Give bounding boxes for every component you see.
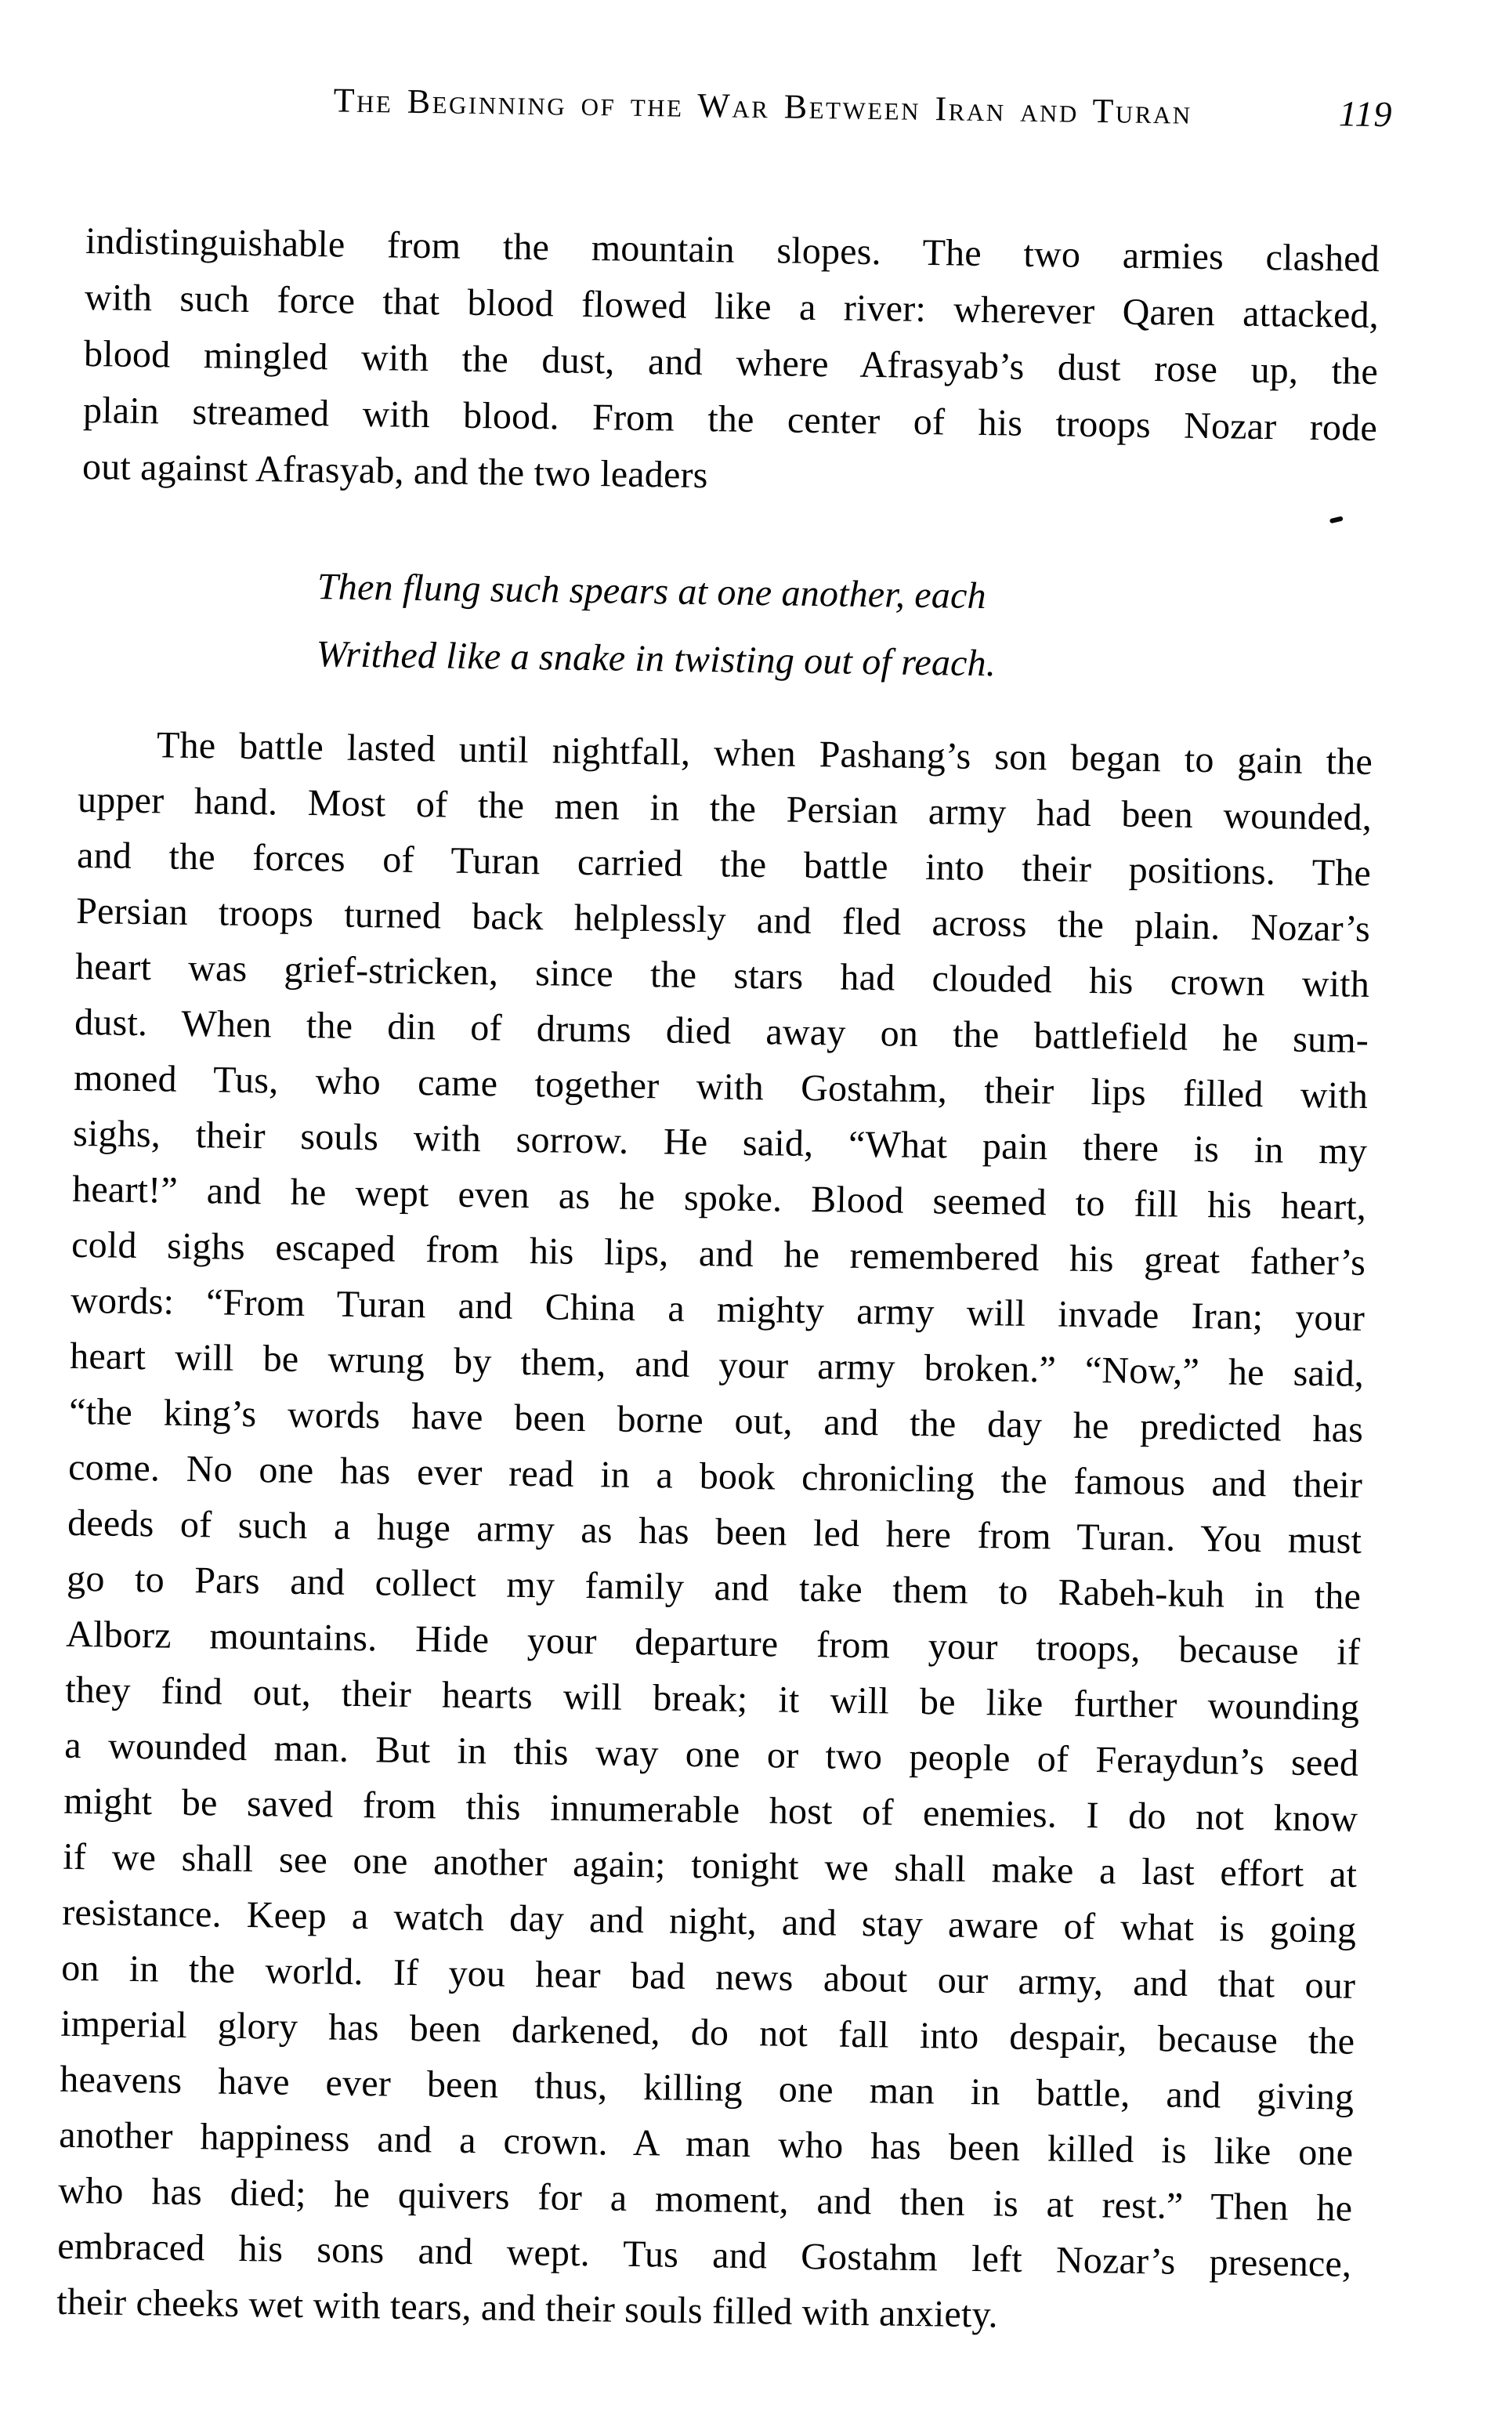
paragraph-2-line: on in the world. If you hear bad news about our army, and that our: [60, 1947, 1356, 2007]
page-number: 119: [1338, 93, 1393, 135]
paragraph-2-line: heavens have ever been thus, killing one man in battle, and giving: [59, 2058, 1355, 2118]
paragraph-2-line: cold sighs escaped from his lips, and he remembered his great father’s: [71, 1223, 1366, 1284]
paragraph-2-line: heart will be wrung by them, and your army broken.” “Now,” he said,: [69, 1335, 1365, 1395]
paragraph-1-line: out against Afrasyab, and the two leaders: [81, 445, 709, 497]
paragraph-2-line: Alborz mountains. Hide your departure from your troops, because if: [65, 1613, 1361, 1673]
paragraph-2-line: moned Tus, who came together with Gostahm, their lips filled with: [73, 1056, 1369, 1117]
paragraph-2-line: upper hand. Most of the men in the Persian army had been wounded,: [77, 778, 1373, 838]
body-text: [56, 213, 1380, 2348]
paragraph-2-line: another happiness and a crown. A man who has been killed is like one: [58, 2113, 1354, 2174]
paragraph-2-line: come. No one has ever read in a book chronicling the famous and their: [67, 1446, 1363, 1506]
verse-line: Writhed like a snake in twisting out of reach.: [316, 633, 997, 685]
verse-line: Then flung such spears at one another, each: [317, 566, 987, 618]
paragraph-2-line: Persian troops turned back helplessly and fled across the plain. Nozar’s: [75, 889, 1371, 950]
paragraph-2-line: resistance. Keep a watch day and night, and stay aware of what is going: [61, 1891, 1357, 1951]
paragraph-2-line: they find out, their hearts will break; it will be like further wounding: [64, 1668, 1360, 1729]
paragraph-1: [82, 213, 1380, 513]
paragraph-2-line: words: “From Turan and China a mighty army will invade Iran; your: [70, 1279, 1366, 1339]
paragraph-2-line: heart!” and he wept even as he spoke. Blood seemed to fill his heart,: [71, 1168, 1367, 1228]
paragraph-1-line: blood mingled with the dust, and where Afrasyab’s dust rose up, the: [83, 332, 1379, 393]
paragraph-2-line: their cheeks wet with tears, and their souls filled with anxiety.: [56, 2280, 999, 2336]
paragraph-2-line: heart was grief-stricken, since the stars had clouded his crown with: [74, 945, 1370, 1005]
paragraph-2: [56, 716, 1373, 2348]
paragraph-2-line: sighs, their souls with sorrow. He said, “What pain there is in my: [72, 1112, 1368, 1172]
paragraph-2-line: imperial glory has been darkened, do not fall into despair, because the: [60, 2002, 1355, 2063]
paragraph-2-line: who has died; he quivers for a moment, and then is at rest.” Then he: [57, 2169, 1353, 2229]
paragraph-2-line: deeds of such a huge army as has been led here from Turan. You must: [67, 1501, 1362, 1562]
verse-block: [316, 553, 1375, 703]
paragraph-2-line: if we shall see one another again; tonight we shall make a last effort at: [62, 1835, 1358, 1896]
paragraph-2-line: dust. When the din of drums died away on the battlefield he sum-: [74, 1001, 1369, 1061]
paragraph-1-line: with such force that blood flowed like a river: wherever Qaren attacked,: [84, 276, 1380, 337]
running-head: [333, 78, 1393, 135]
paragraph-2-line: The battle lasted until nightfall, when Pashang’s son began to gain the: [156, 724, 1373, 783]
paragraph-1-line: indistinguishable from the mountain slopes. The two armies clashed: [85, 219, 1380, 281]
paragraph-2-line: go to Pars and collect my family and take them to Rabeh-kuh in the: [66, 1557, 1362, 1617]
running-head-title: The Beginning of the War Between Iran and Turan: [333, 81, 1193, 132]
paragraph-2-line: a wounded man. But in this way one or two people of Feraydun’s seed: [63, 1724, 1359, 1784]
paragraph-1-line: plain streamed with blood. From the center of his troops Nozar rode: [82, 389, 1378, 450]
paragraph-2-line: might be saved from this innumerable host of enemies. I do not know: [63, 1780, 1358, 1840]
paragraph-2-line: embraced his sons and wept. Tus and Gostahm left Nozar’s presence,: [57, 2225, 1352, 2285]
paragraph-2-line: and the forces of Turan carried the battle into their positions. The: [76, 834, 1372, 894]
paragraph-2-line: “the king’s words have been borne out, and the day he predicted has: [68, 1390, 1364, 1451]
